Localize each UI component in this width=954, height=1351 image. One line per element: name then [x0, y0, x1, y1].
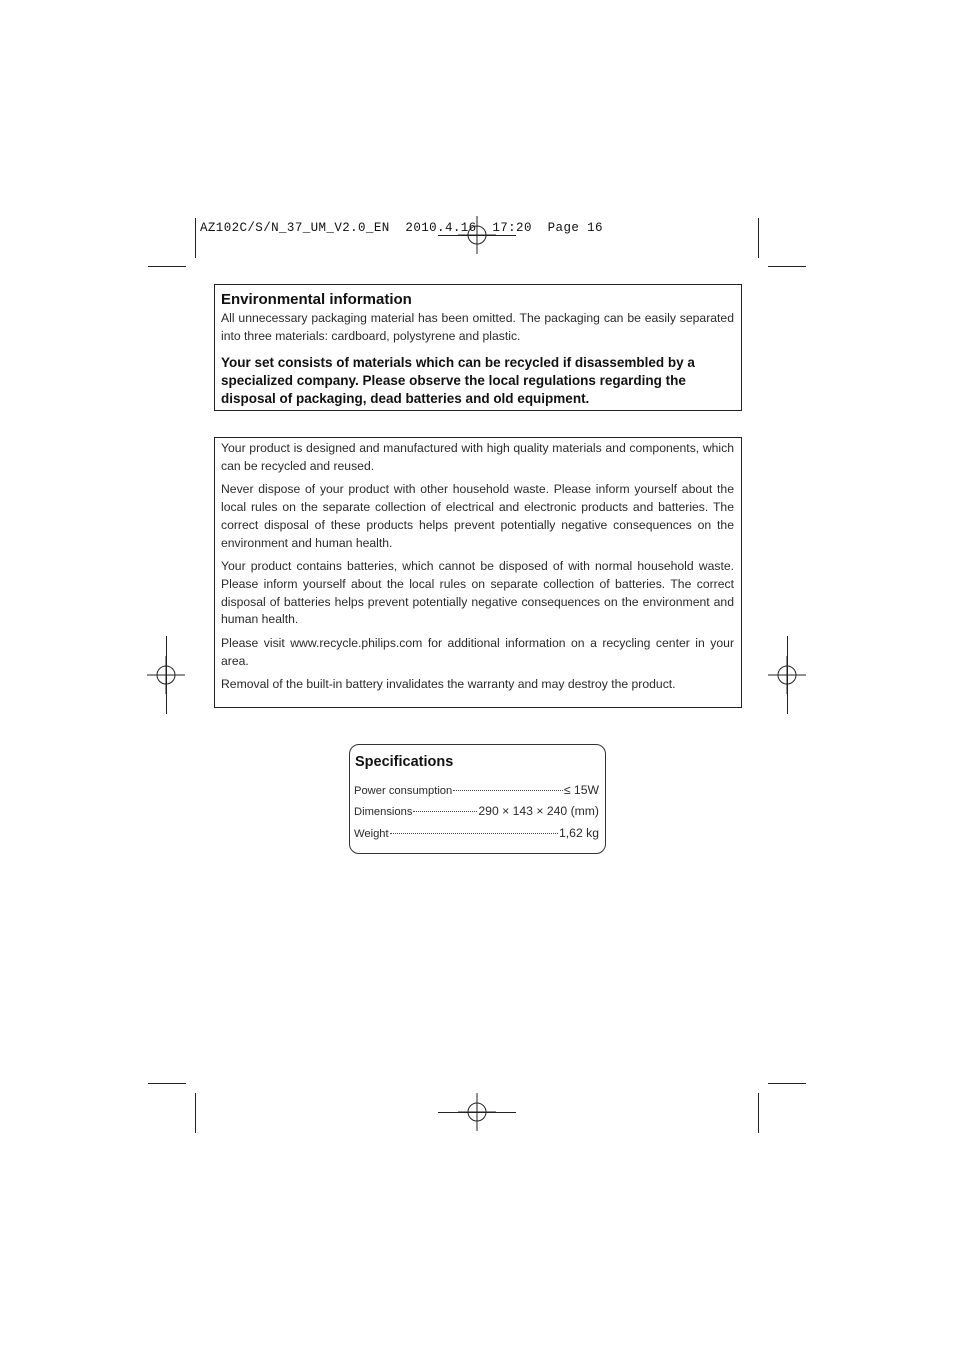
spec-row-power	[354, 783, 599, 797]
crop-mark-top-left-horizontal	[148, 266, 186, 267]
environmental-info-box	[214, 284, 742, 411]
crop-mark-top-right-vertical	[758, 218, 759, 258]
disposal-paragraph-batteries: Your product contains batteries, which cannot be disposed of with normal household waste. Please inform yourself about the local rules on separate collection of batteries. The correct disposal of batteries helps prevent potentially negative consequences on the environment and human health.	[221, 559, 734, 627]
spec-value: 290 × 143 × 240 (mm)	[478, 804, 599, 818]
disposal-paragraph-recycle-website: Please visit www.recycle.philips.com for additional information on a recycling center in your area.	[221, 636, 734, 668]
environmental-info-bold-paragraph: Your set consists of materials which can be recycled if disassembled by a specialized company. Please observe the local regulations regarding the disposal of packaging, dead batteries and old equipment.	[221, 355, 695, 406]
environmental-info-paragraph: All unnecessary packaging material has been omitted. The packaging can be easily separated into three materials: cardboard, polystyrene and plastic.	[221, 311, 734, 343]
specifications-box	[349, 744, 606, 854]
spec-label: Weight	[354, 828, 389, 840]
spec-label: Dimensions	[354, 806, 413, 818]
disposal-info-box	[214, 437, 742, 708]
disposal-paragraph-battery-warranty: Removal of the built-in battery invalidates the warranty and may destroy the product.	[221, 677, 676, 692]
registration-mark-left-line	[166, 636, 167, 714]
crop-mark-bottom-right-vertical	[758, 1093, 759, 1133]
spec-label: Power consumption	[354, 785, 453, 797]
disposal-paragraph-household-waste: Never dispose of your product with other household waste. Please inform yourself about the local rules on the separate collection of electrical and electronic products and batteries. The correct disposal of these products helps prevent potentially negative consequences on the environment and human health.	[221, 482, 734, 550]
disposal-paragraph-materials: Your product is designed and manufactured with high quality materials and components, which can be recycled and reused.	[221, 441, 734, 473]
print-header: AZ102C/S/N_37_UM_V2.0_EN 2010.4.16 17:20 Page 16	[200, 221, 603, 235]
spec-row-weight	[354, 826, 599, 840]
environmental-info-title: Environmental information	[221, 291, 412, 308]
dot-leader	[453, 790, 563, 791]
crop-mark-bottom-left-vertical	[195, 1093, 196, 1133]
crop-mark-top-right-horizontal	[768, 266, 806, 267]
registration-mark-bottom-line	[438, 1112, 516, 1113]
crop-mark-bottom-left-horizontal	[148, 1083, 186, 1084]
dot-leader	[390, 833, 558, 834]
crop-mark-top-left-vertical	[195, 218, 196, 258]
spec-row-dimensions	[354, 804, 599, 818]
registration-mark-top-line	[438, 235, 516, 236]
spec-value: 1,62 kg	[559, 826, 599, 840]
spec-value: ≤ 15W	[563, 783, 599, 797]
dot-leader	[413, 811, 477, 812]
crop-mark-bottom-right-horizontal	[768, 1083, 806, 1084]
registration-mark-right-line	[787, 636, 788, 714]
specifications-title: Specifications	[355, 754, 454, 770]
